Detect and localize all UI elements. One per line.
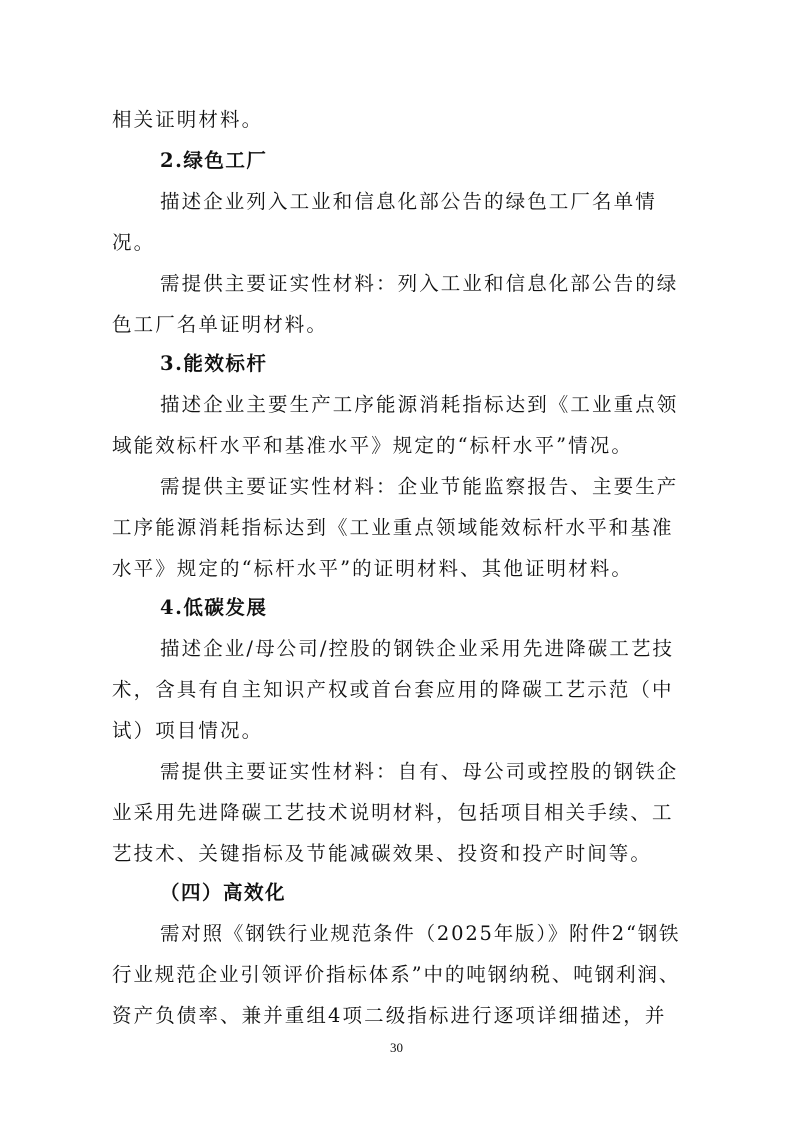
paragraph-line: 描述企业/母公司/控股的钢铁企业采用先进降碳工艺技 (160, 637, 675, 660)
paragraph-line: 试）项目情况。 (112, 719, 264, 742)
paragraph-line: 况。 (112, 231, 156, 254)
section-heading-green-factory: 2.绿色工厂 (160, 149, 268, 172)
section-heading-energy-benchmark: 3.能效标杆 (160, 352, 268, 375)
paragraph-line: 需提供主要证实性材料：企业节能监察报告、主要生产 (160, 475, 679, 498)
paragraph-line: 描述企业列入工业和信息化部公告的绿色工厂名单情 (160, 190, 657, 213)
paragraph-line: 描述企业主要生产工序能源消耗指标达到《工业重点领 (160, 393, 679, 416)
paragraph-line: 需对照《钢铁行业规范条件（2025年版）》附件2“钢铁 (160, 922, 681, 945)
paragraph-line: 需提供主要证实性材料：自有、母公司或控股的钢铁企 (160, 760, 679, 783)
paragraph-line: 业采用先进降碳工艺技术说明材料，包括项目相关手续、工 (112, 801, 674, 824)
paragraph-line: 色工厂名单证明材料。 (112, 313, 329, 336)
paragraph-line: 相关证明材料。 (112, 108, 264, 131)
paragraph-line: 域能效标杆水平和基准水平》规定的“标杆水平”情况。 (112, 434, 633, 457)
paragraph-line: 水平》规定的“标杆水平”的证明材料、其他证明材料。 (112, 557, 633, 580)
page-number: 30 (390, 1040, 403, 1055)
section-heading-low-carbon: 4.低碳发展 (160, 596, 268, 619)
paragraph-line: 工序能源消耗指标达到《工业重点领域能效标杆水平和基准 (112, 516, 674, 539)
paragraph-line: 艺技术、关键指标及节能减碳效果、投资和投产时间等。 (112, 842, 653, 865)
paragraph-line: 需提供主要证实性材料：列入工业和信息化部公告的绿 (160, 272, 679, 295)
paragraph-line: 术，含具有自主知识产权或首台套应用的降碳工艺示范（中 (112, 678, 674, 701)
section-heading-high-efficiency: （四）高效化 (160, 881, 287, 904)
paragraph-line: 资产负债率、兼并重组4项二级指标进行逐项详细描述，并 (112, 1004, 667, 1027)
paragraph-line: 行业规范企业引领评价指标体系”中的吨钢纳税、吨钢利润、 (112, 963, 681, 986)
